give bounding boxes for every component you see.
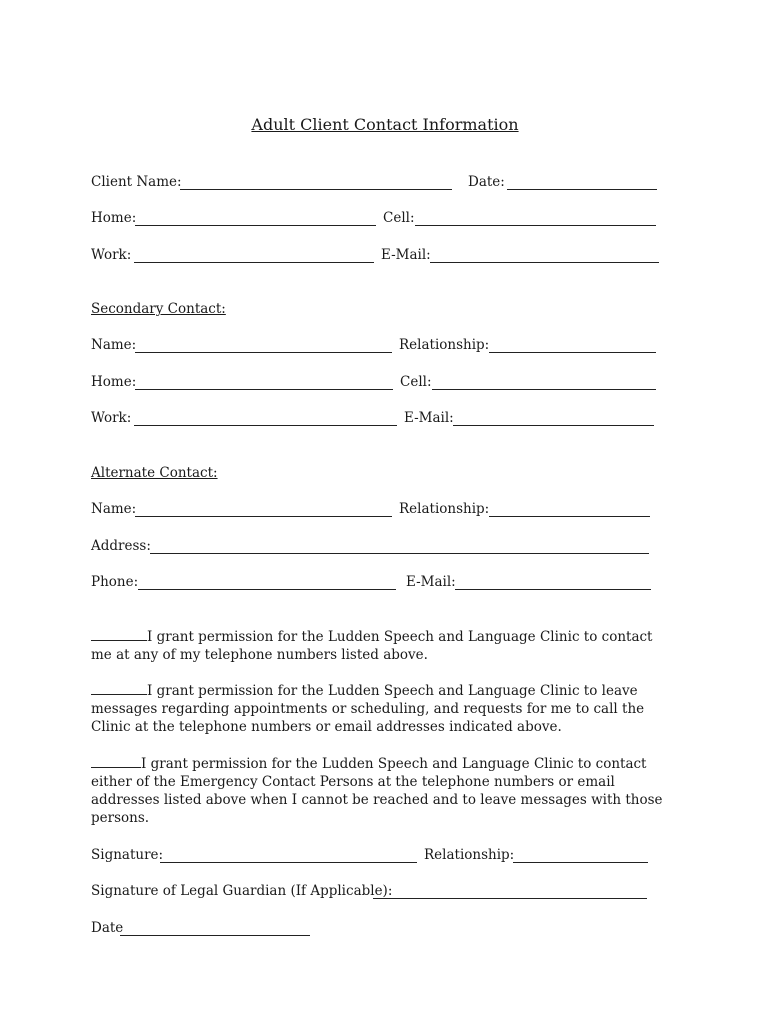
signature-row bbox=[91, 847, 671, 867]
signature-relationship-field[interactable] bbox=[513, 862, 648, 863]
permission-emergency bbox=[91, 755, 671, 827]
secondary-cell-label: Cell: bbox=[400, 374, 432, 390]
alternate-phone-row bbox=[91, 574, 671, 594]
alternate-email-field[interactable] bbox=[455, 589, 651, 590]
permission-emergency-initials[interactable] bbox=[91, 755, 141, 768]
alternate-relationship-label: Relationship: bbox=[399, 501, 490, 517]
signature-field[interactable] bbox=[160, 862, 417, 863]
secondary-work-field[interactable] bbox=[134, 425, 397, 426]
alternate-name-row bbox=[91, 501, 671, 521]
secondary-work-label: Work: bbox=[91, 410, 132, 426]
client-work-row bbox=[91, 247, 671, 267]
secondary-work-row bbox=[91, 410, 671, 430]
alternate-phone-label: Phone: bbox=[91, 574, 139, 590]
permission-contact bbox=[91, 628, 671, 664]
email-label: E-Mail: bbox=[381, 247, 431, 263]
client-name-label: Client Name: bbox=[91, 174, 182, 190]
client-name-row bbox=[91, 174, 671, 194]
secondary-email-field[interactable] bbox=[453, 425, 654, 426]
work-field[interactable] bbox=[134, 262, 374, 263]
alternate-contact-heading: Alternate Contact: bbox=[91, 465, 218, 481]
secondary-cell-field[interactable] bbox=[432, 389, 656, 390]
signature-label: Signature: bbox=[91, 847, 164, 863]
alternate-name-label: Name: bbox=[91, 501, 137, 517]
permission-messages-text: I grant permission for the Ludden Speech and Language Clinic to leave messages regarding appointments or scheduling, and requests for me to call the Clinic at the telephone numbers or email addresses indicated above. bbox=[91, 683, 645, 735]
permission-messages bbox=[91, 682, 671, 736]
guardian-signature-row bbox=[91, 883, 671, 903]
secondary-relationship-label: Relationship: bbox=[399, 337, 490, 353]
home-field[interactable] bbox=[135, 225, 376, 226]
alternate-address-field[interactable] bbox=[150, 553, 649, 554]
secondary-relationship-field[interactable] bbox=[489, 352, 656, 353]
home-label: Home: bbox=[91, 210, 137, 226]
alternate-name-field[interactable] bbox=[135, 516, 392, 517]
secondary-home-row bbox=[91, 374, 671, 394]
form-title: Adult Client Contact Information bbox=[251, 115, 519, 134]
secondary-email-label: E-Mail: bbox=[404, 410, 454, 426]
secondary-name-label: Name: bbox=[91, 337, 137, 353]
guardian-signature-field[interactable] bbox=[373, 898, 647, 899]
permission-contact-initials[interactable] bbox=[91, 628, 147, 641]
alternate-email-label: E-Mail: bbox=[406, 574, 456, 590]
client-home-row bbox=[91, 210, 671, 230]
secondary-contact-heading: Secondary Contact: bbox=[91, 301, 226, 317]
date-label: Date: bbox=[468, 174, 505, 190]
permission-emergency-text: I grant permission for the Ludden Speech and Language Clinic to contact either of the Emergency Contact Persons at the telephone numbers or email addresses listed above when I cannot be reached and to leave messages with those persons. bbox=[91, 756, 663, 826]
permission-messages-initials[interactable] bbox=[91, 682, 147, 695]
alternate-relationship-field[interactable] bbox=[489, 516, 650, 517]
email-field[interactable] bbox=[430, 262, 659, 263]
signature-relationship-label: Relationship: bbox=[424, 847, 515, 863]
cell-label: Cell: bbox=[383, 210, 415, 226]
permission-contact-text: I grant permission for the Ludden Speech and Language Clinic to contact me at any of my telephone numbers listed above. bbox=[91, 629, 653, 663]
secondary-name-row bbox=[91, 337, 671, 357]
guardian-signature-label: Signature of Legal Guardian (If Applicable): bbox=[91, 883, 393, 899]
cell-field[interactable] bbox=[415, 225, 656, 226]
signature-date-row bbox=[91, 920, 671, 940]
signature-date-field[interactable] bbox=[120, 935, 310, 936]
alternate-address-row bbox=[91, 538, 671, 558]
secondary-home-label: Home: bbox=[91, 374, 137, 390]
alternate-phone-field[interactable] bbox=[138, 589, 396, 590]
client-name-field[interactable] bbox=[180, 189, 452, 190]
secondary-name-field[interactable] bbox=[135, 352, 392, 353]
date-field[interactable] bbox=[507, 189, 657, 190]
secondary-home-field[interactable] bbox=[135, 389, 393, 390]
alternate-address-label: Address: bbox=[91, 538, 151, 554]
work-label: Work: bbox=[91, 247, 132, 263]
signature-date-label: Date bbox=[91, 920, 124, 936]
